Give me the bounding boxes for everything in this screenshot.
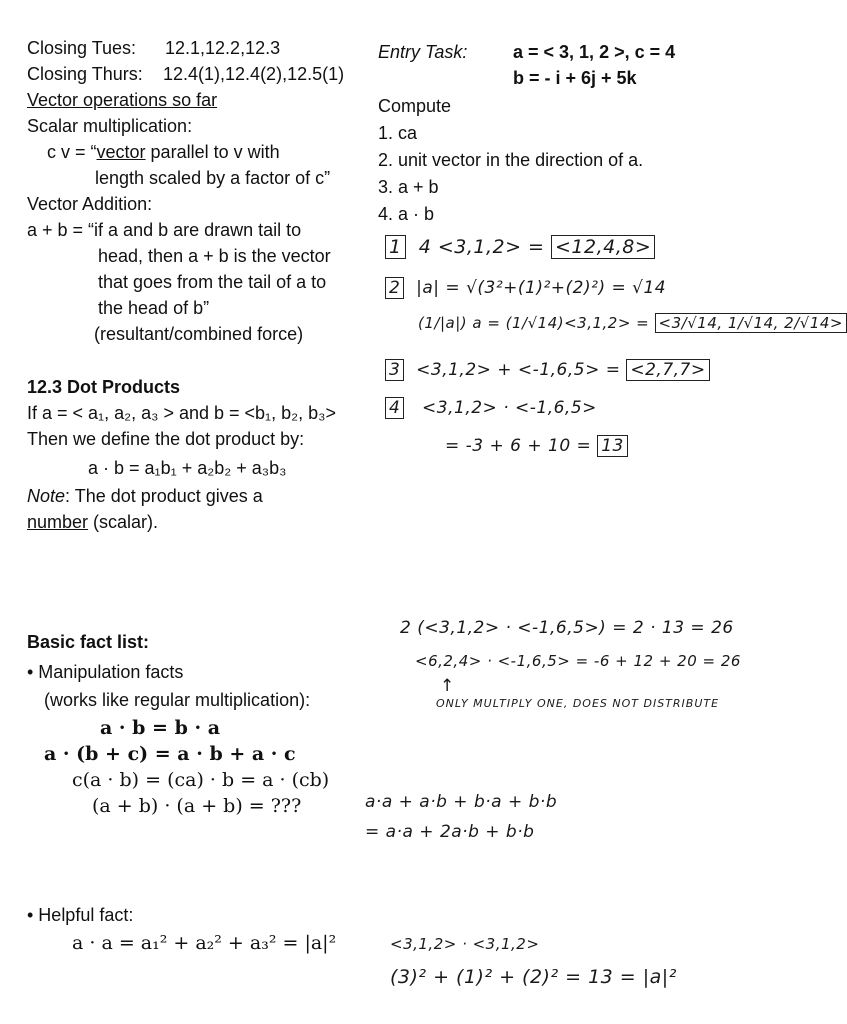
hw-note: ONLY MULTIPLY ONE, DOES NOT DISTRIBUTE [436, 697, 720, 710]
bullet-manipulation: • Manipulation facts [27, 662, 184, 682]
note-text: : The dot product gives a [65, 486, 263, 506]
hw-scalar-check1: 2 (<3,1,2> · <-1,6,5>) = 2 · 13 = 26 [400, 618, 734, 638]
entry-b-def: b = - i + 6j + 5k [513, 68, 637, 88]
note-line [27, 484, 263, 508]
dot-formula: a · b = a₁b₁ + a₂b₂ + a₃b₃ [88, 458, 287, 478]
hw-arrow: ↑ [440, 676, 455, 696]
closing-tues-label: Closing Tues: [27, 38, 137, 58]
bullet-helpful: • Helpful fact: [27, 905, 134, 925]
note-tail: (scalar). [88, 512, 159, 532]
entry-a-def: a = < 3, 1, 2 >, c = 4 [513, 42, 676, 62]
entry-item-4: 4. a · b [378, 204, 435, 224]
scalar-line2: length scaled by a factor of c” [95, 168, 331, 188]
hw-selfdot1: <3,1,2> · <3,1,2> [390, 935, 540, 953]
hw-selfdot2: (3)² + (1)² + (2)² = 13 = |a|² [390, 966, 677, 988]
add-line5: (resultant/combined force) [94, 324, 304, 344]
hw-step4: 4 <3,1,2> · <-1,6,5> [385, 398, 597, 418]
scalar-line1-word: vector [96, 142, 146, 162]
hw-step4b: = -3 + 6 + 10 = 13 [445, 436, 628, 456]
hw-step1: 1 4 <3,1,2> = <12,4,8> [385, 236, 655, 258]
add-line3: that goes from the tail of a to [98, 272, 327, 292]
vector-add-title: Vector Addition: [27, 194, 153, 214]
add-line1: a + b = “if a and b are drawn tail to [27, 220, 302, 240]
entry-compute: Compute [378, 96, 452, 116]
bullet-manipulation-sub: (works like regular multiplication): [44, 690, 311, 710]
dot-products-title: 12.3 Dot Products [27, 377, 181, 397]
dot-line1: If a = < a₁, a₂, a₃ > and b = <b₁, b₂, b₃> [27, 403, 336, 423]
note-label: Note [27, 486, 66, 506]
scalar-line1 [47, 140, 280, 164]
closing-tues-value: 12.1,12.2,12.3 [165, 38, 281, 58]
entry-task-label: Entry Task: [378, 42, 468, 62]
vector-ops-title: Vector operations so far [27, 90, 218, 110]
scalar-mult-title: Scalar multiplication: [27, 116, 193, 136]
fact-commutative: a · b = b · a [100, 717, 221, 739]
hw-step2b: (1/|a|) a = (1/√14)<3,1,2> = <3/√14, 1/√14, 2/√14> [418, 314, 847, 332]
entry-item-2: 2. unit vector in the direction of a. [378, 150, 644, 170]
fact-distributive: a · (b + c) = a · b + a · c [44, 743, 296, 765]
entry-item-3: 3. a + b [378, 177, 439, 197]
entry-item-1: 1. ca [378, 123, 418, 143]
hw-step2: 2 |a| = √(3²+(1)²+(2)²) = √14 [385, 278, 666, 298]
note-word: number [27, 512, 89, 532]
scalar-line1-prefix: c v = “ [47, 142, 97, 162]
hw-expand2: = a·a + 2a·b + b·b [365, 822, 535, 842]
closing-thurs-label: Closing Thurs: [27, 64, 143, 84]
fact-self-dot: a · a = a₁² + a₂² + a₃² = |a|² [72, 932, 337, 954]
fact-scalar: c(a · b) = (ca) · b = a · (cb) [72, 769, 330, 791]
hw-scalar-check2: <6,2,4> · <-1,6,5> = -6 + 12 + 20 = 26 [415, 652, 741, 670]
add-line4: the head of b” [98, 298, 210, 318]
add-line2: head, then a + b is the vector [98, 246, 331, 266]
dot-line2: Then we define the dot product by: [27, 429, 305, 449]
scalar-line1-suffix: parallel to v with [145, 142, 280, 162]
hw-step3: 3 <3,1,2> + <-1,6,5> = <2,7,7> [385, 360, 710, 380]
fact-square: (a + b) · (a + b) = ??? [92, 795, 302, 817]
closing-thurs-value: 12.4(1),12.4(2),12.5(1) [163, 64, 345, 84]
hw-expand1: a·a + a·b + b·a + b·b [365, 792, 558, 812]
basic-fact-title: Basic fact list: [27, 632, 150, 652]
note-line2 [27, 510, 158, 534]
